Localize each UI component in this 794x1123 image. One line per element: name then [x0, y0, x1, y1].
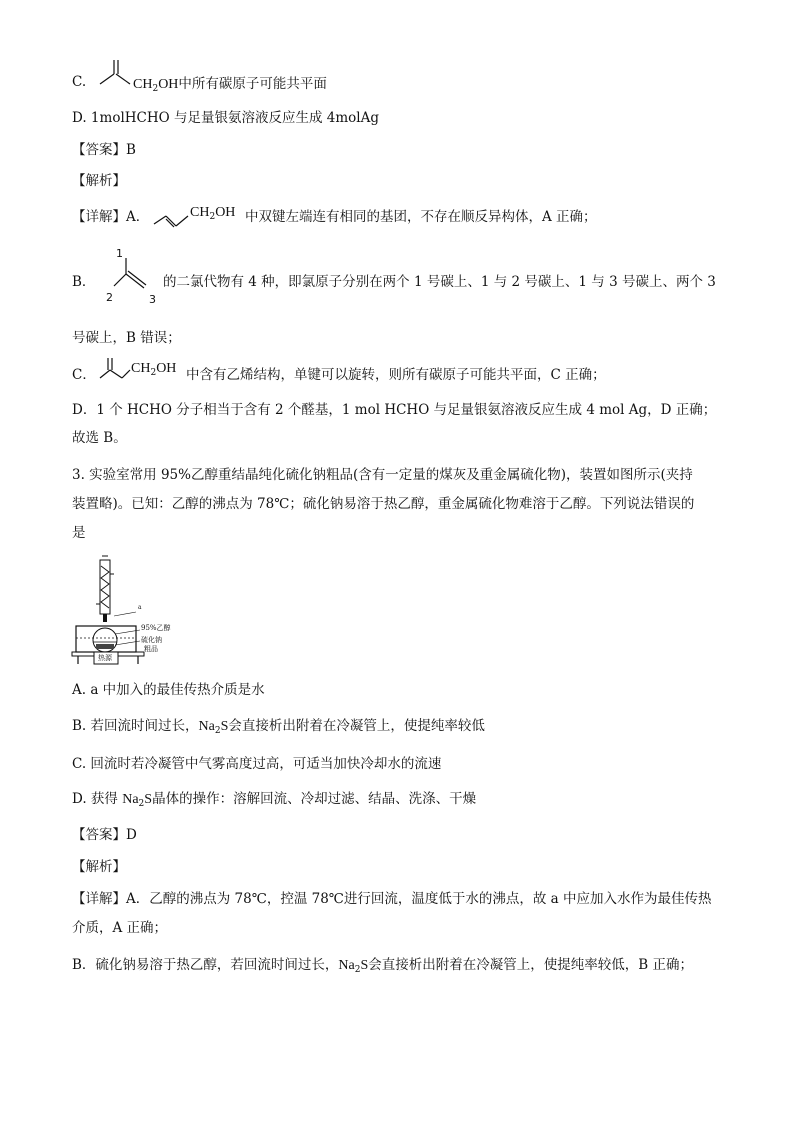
- detail-c-label: C．: [72, 367, 96, 383]
- detail2-b: B．硫化钠易溶于热乙醇，若回流时间过长，$Na_2S$会直接析出附着在冷凝管上，使提纯率较低，B 正确；: [72, 957, 693, 975]
- option-c: [72, 72, 86, 92]
- q3-line-3: 是: [72, 525, 86, 541]
- q3-option-b: B. 若回流时间过长，$Na_2S$会直接析出附着在冷凝管上，使提纯率较低: [72, 718, 485, 736]
- detail-a-text: 中双键左端连有相同的基团，不存在顺反异构体，A 正确；: [245, 209, 597, 225]
- detail-a-lead: 【详解】A．: [72, 209, 150, 225]
- option-c-formula: $CH_2OH$中所有碳原子可能共平面: [133, 76, 327, 94]
- q3-line-1: 3. 实验室常用 95%乙醇重结晶纯化硫化钠粗品(含有一定量的煤灰及重金属硫化物)，装置如图所示(夹持: [72, 467, 693, 483]
- detail-b-label: B．: [72, 274, 96, 290]
- choose-line: 故选 B。: [72, 430, 127, 446]
- answer-2: 【答案】D: [72, 827, 137, 843]
- detail-b-continuation: 号碳上，B 错误；: [72, 330, 181, 346]
- q3-option-a: A. a 中加入的最佳传热介质是水: [72, 682, 265, 698]
- analysis-2: 【解析】: [72, 859, 126, 875]
- detail-c-structure-icon: [96, 356, 136, 386]
- detail-c-formula: $CH_2OH$: [131, 361, 177, 378]
- analysis-1: 【解析】: [72, 173, 126, 189]
- detail-b-num-2: 2: [106, 291, 113, 304]
- answer-1: 【答案】B: [72, 142, 136, 158]
- option-c-text: 中所有碳原子可能共平面: [178, 76, 327, 92]
- q3-line-2: 装置略)。已知：乙醇的沸点为 78℃；硫化钠易溶于热乙醇，重金属硫化物难溶于乙醇。下列说法错误的: [72, 496, 695, 512]
- detail-b-num-1: 1: [116, 247, 123, 260]
- detail2-a-line-1: 【详解】A．乙醇的沸点为 78℃，控温 78℃进行回流，温度低于水的沸点，故 a 中应加入水作为最佳传热: [72, 891, 712, 907]
- q3-option-c: C. 回流时若冷凝管中气雾高度过高，可适当加快冷却水的流速: [72, 756, 442, 772]
- detail2-a-line-2: 介质，A 正确；: [72, 920, 168, 936]
- figure-label-heat: 热源: [98, 654, 112, 662]
- detail-a-structure-icon: [154, 206, 194, 232]
- detail-d: D．1 个 HCHO 分子相当于含有 2 个醛基，1 mol HCHO 与足量银氨溶液反应生成 4 mol Ag，D 正确；: [72, 402, 717, 418]
- figure-label-crude-2: 粗品: [144, 645, 158, 653]
- detail-a-formula: $CH_2OH$: [190, 205, 236, 222]
- figure-label-a: a: [138, 604, 142, 611]
- option-c-label: C.: [72, 74, 87, 90]
- figure-label-crude-1: 硫化钠: [141, 636, 162, 644]
- figure-label-ethanol: 95%乙醇: [141, 624, 171, 632]
- option-d: D. 1molHCHO 与足量银氨溶液反应生成 4molAg: [72, 110, 380, 126]
- detail-b-num-3: 3: [149, 293, 156, 306]
- detail-c-text: 中含有乙烯结构，单键可以旋转，则所有碳原子可能共平面，C 正确；: [186, 367, 606, 383]
- q3-option-d: D. 获得 $Na_2S$晶体的操作：溶解回流、冷却过滤、结晶、洗涤、干燥: [72, 791, 477, 809]
- detail-b-text: 的二氯代物有 4 种，即氯原子分别在两个 1 号碳上、1 与 2 号碳上、1 与 3 号碳上、两个 3: [163, 274, 716, 290]
